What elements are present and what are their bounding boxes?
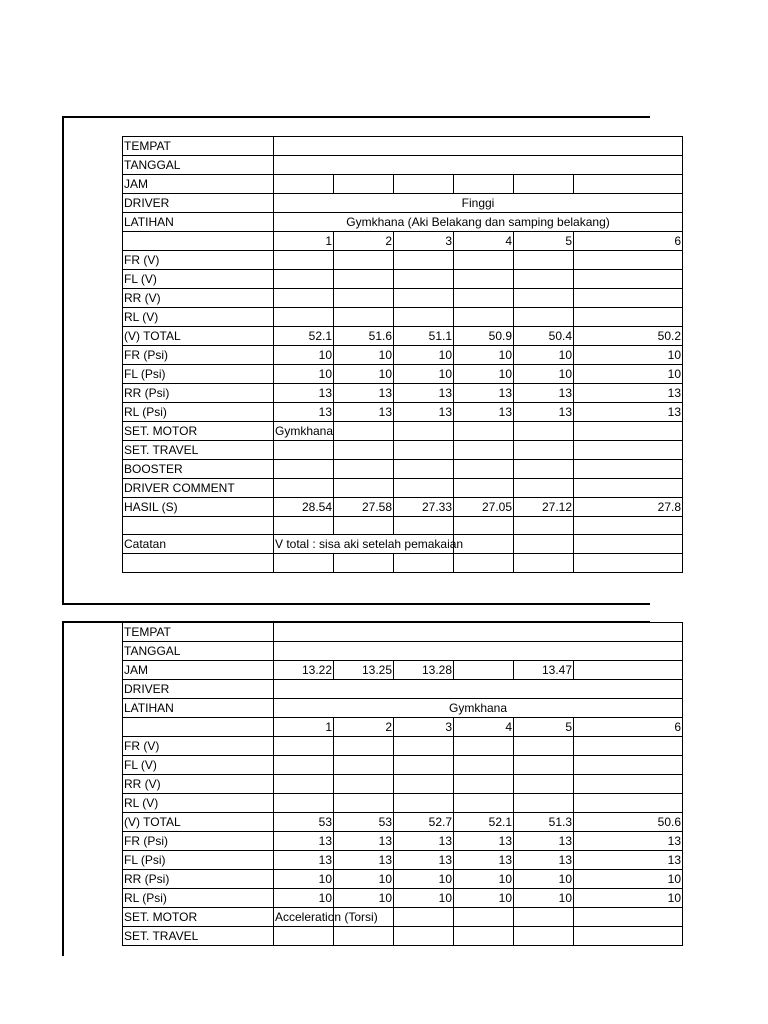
row-label: DRIVER	[123, 194, 274, 213]
table-cell: 10	[574, 889, 683, 908]
table-cell	[394, 441, 454, 460]
row-value: Finggi	[274, 194, 683, 213]
table-cell: 13	[334, 384, 394, 403]
row-label: LATIHAN	[123, 213, 274, 232]
table-cell	[574, 270, 683, 289]
row-value	[274, 642, 683, 661]
row-label: RL (Psi)	[123, 403, 274, 422]
table-row	[123, 870, 683, 889]
table-row	[123, 346, 683, 365]
table-cell	[394, 175, 454, 194]
table-cell: 50.4	[514, 327, 574, 346]
table-row	[123, 889, 683, 908]
table-cell: 6	[574, 232, 683, 251]
table-cell	[334, 422, 394, 441]
table-cell	[334, 270, 394, 289]
table-cell	[574, 441, 683, 460]
table-cell: 10	[394, 870, 454, 889]
row-label: RL (V)	[123, 308, 274, 327]
table-cell: 53	[274, 813, 334, 832]
table-cell: 13.22	[274, 661, 334, 680]
table-row	[123, 832, 683, 851]
table-row	[123, 680, 683, 699]
table-cell: 27.58	[334, 498, 394, 517]
row-label: DRIVER COMMENT	[123, 479, 274, 498]
table-cell	[274, 289, 334, 308]
table-cell	[514, 308, 574, 327]
table-cell: 10	[394, 365, 454, 384]
table-cell	[334, 794, 394, 813]
table-cell: Acceleration (Torsi)	[274, 908, 334, 927]
table-cell: 28.54	[274, 498, 334, 517]
test-log-table-2	[122, 622, 683, 946]
table-cell: 3	[394, 718, 454, 737]
table-cell: 10	[514, 346, 574, 365]
row-label: LATIHAN	[123, 699, 274, 718]
row-label: JAM	[123, 175, 274, 194]
table-cell	[454, 479, 514, 498]
table-cell	[454, 289, 514, 308]
row-label	[123, 718, 274, 737]
table-row	[123, 308, 683, 327]
table-cell: 10	[334, 870, 394, 889]
table-cell: 51.1	[394, 327, 454, 346]
table-cell: 4	[454, 718, 514, 737]
table-cell	[274, 308, 334, 327]
table-cell	[574, 479, 683, 498]
table-cell	[514, 175, 574, 194]
table-cell	[334, 479, 394, 498]
table-row	[123, 554, 683, 572]
table-row	[123, 851, 683, 870]
table-cell: 13.47	[514, 661, 574, 680]
table-cell	[514, 535, 574, 554]
row-label: FL (V)	[123, 270, 274, 289]
row-label: RR (Psi)	[123, 870, 274, 889]
table-cell: 13	[574, 403, 683, 422]
table-cell: 10	[454, 870, 514, 889]
row-label: TANGGAL	[123, 156, 274, 175]
table-cell: 10	[274, 365, 334, 384]
table-cell	[334, 289, 394, 308]
table-cell: 13	[334, 832, 394, 851]
table-row	[123, 365, 683, 384]
table-cell	[394, 460, 454, 479]
row-label: JAM	[123, 661, 274, 680]
table-cell	[454, 927, 514, 946]
row-label: SET. MOTOR	[123, 908, 274, 927]
table-row	[123, 384, 683, 403]
table-cell	[514, 441, 574, 460]
table-cell	[454, 460, 514, 479]
table-row	[123, 642, 683, 661]
table-cell	[334, 308, 394, 327]
table-row	[123, 175, 683, 194]
table-cell: 4	[454, 232, 514, 251]
table-cell: 10	[274, 889, 334, 908]
note-text: V total : sisa aki setelah pemakaian	[274, 535, 454, 554]
table-cell	[514, 251, 574, 270]
table-cell: 10	[334, 365, 394, 384]
table-cell	[514, 422, 574, 441]
row-label: FR (Psi)	[123, 346, 274, 365]
table-cell	[514, 270, 574, 289]
table-cell	[394, 270, 454, 289]
table-cell	[514, 737, 574, 756]
row-label	[123, 554, 274, 572]
table-cell	[574, 251, 683, 270]
row-label: TEMPAT	[123, 623, 274, 642]
table-cell: 10	[334, 889, 394, 908]
table-cell: 13.28	[394, 661, 454, 680]
table-cell	[394, 927, 454, 946]
table-row	[123, 794, 683, 813]
table-cell	[274, 270, 334, 289]
table-cell: 13	[394, 851, 454, 870]
table-cell	[274, 441, 334, 460]
table-cell: 3	[394, 232, 454, 251]
table-cell: 13	[334, 851, 394, 870]
table-cell: 27.8	[574, 498, 683, 517]
table-row	[123, 927, 683, 946]
table-row	[123, 194, 683, 213]
table-cell	[394, 479, 454, 498]
row-label: (V) TOTAL	[123, 813, 274, 832]
table-row	[123, 403, 683, 422]
table-cell: Gymkhana	[274, 422, 334, 441]
row-label	[123, 517, 274, 535]
table-cell: 13	[514, 403, 574, 422]
table-cell	[514, 460, 574, 479]
table-cell: 13	[274, 851, 334, 870]
table-cell	[574, 175, 683, 194]
table-cell	[334, 737, 394, 756]
table-cell	[274, 737, 334, 756]
table-cell: 53	[334, 813, 394, 832]
table-cell: 13	[274, 832, 334, 851]
table-cell	[574, 554, 683, 572]
table-row	[123, 623, 683, 642]
row-label: FR (Psi)	[123, 832, 274, 851]
row-label: TEMPAT	[123, 137, 274, 156]
table-cell: 10	[514, 870, 574, 889]
table-cell	[394, 756, 454, 775]
table-row	[123, 756, 683, 775]
table-cell: 13	[274, 384, 334, 403]
table-cell	[574, 422, 683, 441]
table-cell	[394, 737, 454, 756]
table-cell	[454, 756, 514, 775]
table-row	[123, 775, 683, 794]
table-cell: 13	[514, 384, 574, 403]
table-cell: 10	[454, 889, 514, 908]
table-cell: 10	[394, 346, 454, 365]
table-row	[123, 422, 683, 441]
row-label: Catatan	[123, 535, 274, 554]
table-row	[123, 270, 683, 289]
table-cell	[574, 775, 683, 794]
table-row	[123, 232, 683, 251]
table-cell	[514, 479, 574, 498]
table-cell	[514, 554, 574, 572]
row-label: RR (Psi)	[123, 384, 274, 403]
table-cell: 52.1	[454, 813, 514, 832]
table-cell	[334, 517, 394, 535]
table-cell	[514, 794, 574, 813]
table-cell	[274, 554, 334, 572]
row-label: DRIVER	[123, 680, 274, 699]
table-row	[123, 479, 683, 498]
table-cell: 52.1	[274, 327, 334, 346]
table-cell	[454, 441, 514, 460]
table-cell	[274, 794, 334, 813]
table-cell	[334, 441, 394, 460]
table-cell	[574, 460, 683, 479]
test-log-table-1	[122, 136, 683, 573]
table-cell: 1	[274, 718, 334, 737]
table-row	[123, 498, 683, 517]
table-row	[123, 718, 683, 737]
table-cell: 27.12	[514, 498, 574, 517]
table-row	[123, 460, 683, 479]
table-cell	[574, 289, 683, 308]
table-cell	[394, 554, 454, 572]
table-cell: 10	[334, 346, 394, 365]
table-cell: 50.2	[574, 327, 683, 346]
row-value	[274, 137, 683, 156]
table-cell: 13	[454, 384, 514, 403]
table-cell	[394, 794, 454, 813]
table-cell	[274, 775, 334, 794]
table-cell	[574, 535, 683, 554]
row-label: BOOSTER	[123, 460, 274, 479]
table-cell: 51.6	[334, 327, 394, 346]
row-label	[123, 232, 274, 251]
row-label: FL (Psi)	[123, 365, 274, 384]
table-cell: 2	[334, 718, 394, 737]
row-label: SET. TRAVEL	[123, 441, 274, 460]
table-cell	[394, 251, 454, 270]
table-cell	[274, 756, 334, 775]
table-cell: 10	[454, 346, 514, 365]
table-cell: 13	[454, 403, 514, 422]
table-cell: 27.05	[454, 498, 514, 517]
row-label: SET. MOTOR	[123, 422, 274, 441]
table-cell: 13	[394, 832, 454, 851]
table-row	[123, 908, 683, 927]
table-cell: 50.9	[454, 327, 514, 346]
table-cell	[394, 517, 454, 535]
row-label: RR (V)	[123, 289, 274, 308]
row-value: Gymkhana (Aki Belakang dan samping belakang)	[274, 213, 683, 232]
table-cell	[394, 775, 454, 794]
table-cell	[334, 554, 394, 572]
table-row	[123, 661, 683, 680]
table-cell: 10	[394, 889, 454, 908]
table-cell	[394, 289, 454, 308]
table-cell: 13	[274, 403, 334, 422]
table-cell: 13	[394, 384, 454, 403]
table-cell	[574, 517, 683, 535]
table-cell	[274, 479, 334, 498]
table-cell	[454, 308, 514, 327]
row-value	[274, 156, 683, 175]
row-label: FR (V)	[123, 737, 274, 756]
table-row	[123, 441, 683, 460]
row-value: Gymkhana	[274, 699, 683, 718]
table-cell	[334, 460, 394, 479]
table-cell: 10	[574, 870, 683, 889]
table-cell: 51.3	[514, 813, 574, 832]
row-label: RR (V)	[123, 775, 274, 794]
table-cell	[394, 908, 454, 927]
table-cell: 13.25	[334, 661, 394, 680]
table-cell	[454, 908, 514, 927]
sheet-1	[122, 136, 681, 583]
row-label: SET. TRAVEL	[123, 927, 274, 946]
table-cell	[514, 517, 574, 535]
table-cell: 13	[514, 851, 574, 870]
table-cell	[514, 756, 574, 775]
table-cell	[454, 554, 514, 572]
table-cell	[454, 661, 514, 680]
table-cell	[334, 775, 394, 794]
table-cell: 10	[514, 365, 574, 384]
row-label: FL (Psi)	[123, 851, 274, 870]
table-cell	[514, 908, 574, 927]
table-cell	[394, 422, 454, 441]
table-row	[123, 327, 683, 346]
row-label: RL (V)	[123, 794, 274, 813]
table-cell: 10	[514, 889, 574, 908]
table-cell	[274, 460, 334, 479]
table-row	[123, 699, 683, 718]
table-cell	[514, 927, 574, 946]
table-cell: 6	[574, 718, 683, 737]
table-cell: 10	[274, 870, 334, 889]
table-cell	[574, 756, 683, 775]
table-cell	[334, 251, 394, 270]
row-label: FR (V)	[123, 251, 274, 270]
row-label: TANGGAL	[123, 642, 274, 661]
table-cell	[454, 517, 514, 535]
table-cell	[274, 251, 334, 270]
table-cell: 13	[574, 832, 683, 851]
table-cell: 27.33	[394, 498, 454, 517]
table-cell	[574, 661, 683, 680]
table-cell: 13	[574, 384, 683, 403]
table-cell	[454, 251, 514, 270]
row-label: FL (V)	[123, 756, 274, 775]
table-cell: 2	[334, 232, 394, 251]
table-cell	[574, 927, 683, 946]
table-cell	[574, 308, 683, 327]
table-cell	[454, 794, 514, 813]
table-cell	[334, 175, 394, 194]
table-cell: 13	[574, 851, 683, 870]
table-cell: 13	[454, 851, 514, 870]
table-cell: 52.7	[394, 813, 454, 832]
table-row	[123, 289, 683, 308]
table-cell: 1	[274, 232, 334, 251]
table-cell: 10	[574, 365, 683, 384]
table-row	[123, 213, 683, 232]
table-cell	[394, 308, 454, 327]
table-row	[123, 137, 683, 156]
table-cell	[574, 737, 683, 756]
row-label: HASIL (S)	[123, 498, 274, 517]
table-cell	[454, 775, 514, 794]
row-label: (V) TOTAL	[123, 327, 274, 346]
table-cell: 5	[514, 718, 574, 737]
table-cell	[274, 517, 334, 535]
table-cell	[514, 289, 574, 308]
table-row	[123, 737, 683, 756]
table-cell: 50.6	[574, 813, 683, 832]
table-cell	[514, 775, 574, 794]
table-cell: 5	[514, 232, 574, 251]
table-cell	[274, 175, 334, 194]
table-cell: 10	[274, 346, 334, 365]
table-cell	[334, 927, 394, 946]
sheet-2	[122, 622, 681, 954]
table-cell	[574, 908, 683, 927]
row-value	[274, 680, 683, 699]
table-cell: 10	[454, 365, 514, 384]
table-cell	[274, 927, 334, 946]
table-cell	[454, 422, 514, 441]
table-cell: 13	[334, 403, 394, 422]
table-cell: 13	[454, 832, 514, 851]
table-cell	[334, 756, 394, 775]
table-row	[123, 251, 683, 270]
row-value	[274, 623, 683, 642]
table-cell: 10	[574, 346, 683, 365]
table-cell	[454, 270, 514, 289]
table-cell	[454, 737, 514, 756]
table-row	[123, 156, 683, 175]
table-cell: 13	[394, 403, 454, 422]
table-row	[123, 813, 683, 832]
table-cell	[454, 175, 514, 194]
table-row	[123, 517, 683, 535]
table-row	[123, 535, 683, 554]
table-cell: 13	[514, 832, 574, 851]
table-cell	[574, 794, 683, 813]
row-label: RL (Psi)	[123, 889, 274, 908]
